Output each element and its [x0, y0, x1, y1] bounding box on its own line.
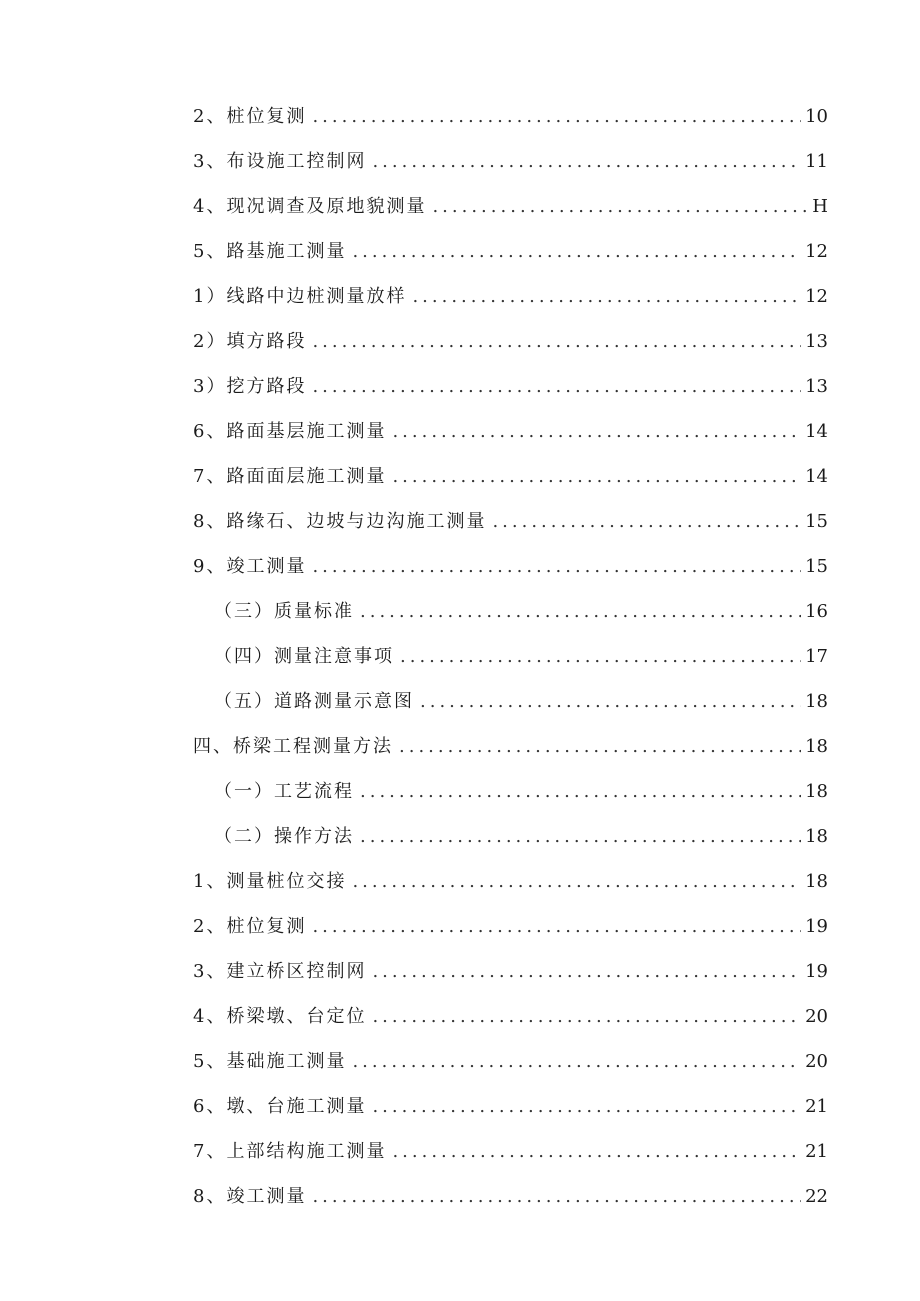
- toc-entry[interactable]: [193, 229, 828, 274]
- toc-entry[interactable]: [193, 184, 828, 229]
- toc-entry[interactable]: [193, 499, 828, 544]
- toc-entry-title: 2、桩位复测: [193, 916, 307, 937]
- toc-entry-title: 2、桩位复测: [193, 106, 307, 127]
- toc-entry-title: （四）测量注意事项: [214, 646, 394, 667]
- toc-entry-title: 8、路缘石、边坡与边沟施工测量: [193, 511, 487, 532]
- toc-entry[interactable]: [193, 994, 828, 1039]
- toc-dot-leader: [399, 724, 801, 769]
- toc-entry[interactable]: [193, 454, 828, 499]
- toc-entry[interactable]: [193, 634, 828, 679]
- toc-dot-leader: [420, 679, 801, 724]
- toc-entry-page: 18: [805, 826, 828, 847]
- toc-entry[interactable]: [193, 859, 828, 904]
- toc-entry[interactable]: [193, 364, 828, 409]
- toc-entry-page: 15: [805, 556, 828, 577]
- toc-dot-leader: [312, 904, 801, 949]
- toc-entry[interactable]: [193, 139, 828, 184]
- toc-entry-page: 13: [805, 331, 828, 352]
- toc-entry-title: 8、竣工测量: [193, 1186, 307, 1207]
- toc-entry-page: 13: [805, 376, 828, 397]
- toc-entry-title: 3、建立桥区控制网: [193, 961, 367, 982]
- toc-entry-title: 6、路面基层施工测量: [193, 421, 387, 442]
- toc-entry-title: 4、桥梁墩、台定位: [193, 1006, 367, 1027]
- toc-entry-title: （二）操作方法: [214, 826, 354, 847]
- toc-entry-page: H: [812, 196, 828, 217]
- toc-dot-leader: [312, 364, 801, 409]
- toc-dot-leader: [372, 139, 801, 184]
- toc-entry-title: 1、测量桩位交接: [193, 871, 347, 892]
- toc-entry[interactable]: [193, 1174, 828, 1219]
- toc-entry-title: 6、墩、台施工测量: [193, 1096, 367, 1117]
- toc-dot-leader: [352, 1039, 801, 1084]
- toc-entry-page: 17: [805, 646, 828, 667]
- toc-entry-page: 11: [805, 151, 828, 172]
- toc-entry-title: 7、路面面层施工测量: [193, 466, 387, 487]
- toc-entry-page: 21: [805, 1096, 828, 1117]
- toc-dot-leader: [360, 589, 801, 634]
- toc-entry-title: （三）质量标准: [214, 601, 354, 622]
- toc-dot-leader: [492, 499, 801, 544]
- toc-entry-title: 5、基础施工测量: [193, 1051, 347, 1072]
- toc-entry-page: 18: [805, 781, 828, 802]
- toc-entry[interactable]: [193, 769, 828, 814]
- toc-entry[interactable]: [193, 274, 828, 319]
- toc-entry-page: 22: [805, 1186, 828, 1207]
- toc-dot-leader: [392, 1129, 801, 1174]
- toc-entry-title: （一）工艺流程: [214, 781, 354, 802]
- toc-dot-leader: [312, 319, 801, 364]
- toc-entry-page: 18: [805, 691, 828, 712]
- toc-dot-leader: [392, 409, 801, 454]
- toc-dot-leader: [372, 994, 801, 1039]
- toc-entry-page: 12: [805, 241, 828, 262]
- toc-entry[interactable]: [193, 949, 828, 994]
- toc-entry[interactable]: [193, 1039, 828, 1084]
- toc-entry[interactable]: [193, 679, 828, 724]
- toc-entry-title: （五）道路测量示意图: [214, 691, 414, 712]
- toc-entry[interactable]: [193, 1084, 828, 1129]
- toc-entry-page: 16: [805, 601, 828, 622]
- toc-entry-title: 4、现况调查及原地貌测量: [193, 196, 427, 217]
- toc-entry-title: 3）挖方路段: [193, 376, 307, 397]
- toc-dot-leader: [392, 454, 801, 499]
- toc-dot-leader: [372, 949, 801, 994]
- toc-entry-page: 19: [805, 961, 828, 982]
- toc-entry-page: 18: [805, 871, 828, 892]
- toc-entry[interactable]: [193, 544, 828, 589]
- toc-entry-title: 2）填方路段: [193, 331, 307, 352]
- toc-dot-leader: [360, 814, 801, 859]
- toc-dot-leader: [400, 634, 801, 679]
- toc-entry-page: 14: [805, 421, 828, 442]
- toc-entry-title: 四、桥梁工程测量方法: [193, 736, 393, 757]
- toc-dot-leader: [352, 229, 801, 274]
- toc-entry-title: 9、竣工测量: [193, 556, 307, 577]
- toc-entry-title: 7、上部结构施工测量: [193, 1141, 387, 1162]
- toc-entry-page: 10: [805, 106, 828, 127]
- toc-entry[interactable]: [193, 904, 828, 949]
- toc-entry[interactable]: [193, 409, 828, 454]
- toc-entry[interactable]: [193, 1129, 828, 1174]
- toc-entry-page: 15: [805, 511, 828, 532]
- table-of-contents: [193, 94, 828, 1219]
- toc-dot-leader: [352, 859, 801, 904]
- toc-dot-leader: [312, 544, 801, 589]
- toc-entry-page: 20: [805, 1051, 828, 1072]
- toc-entry-page: 12: [805, 286, 828, 307]
- toc-entry[interactable]: [193, 814, 828, 859]
- toc-entry-page: 14: [805, 466, 828, 487]
- toc-dot-leader: [312, 1174, 801, 1219]
- toc-entry-page: 19: [805, 916, 828, 937]
- toc-entry-page: 18: [805, 736, 828, 757]
- toc-dot-leader: [312, 94, 801, 139]
- toc-entry[interactable]: [193, 724, 828, 769]
- toc-entry[interactable]: [193, 94, 828, 139]
- toc-entry[interactable]: [193, 589, 828, 634]
- toc-entry-title: 3、布设施工控制网: [193, 151, 367, 172]
- toc-dot-leader: [412, 274, 801, 319]
- toc-entry-title: 5、路基施工测量: [193, 241, 347, 262]
- toc-dot-leader: [372, 1084, 801, 1129]
- toc-dot-leader: [432, 184, 808, 229]
- toc-entry[interactable]: [193, 319, 828, 364]
- toc-entry-title: 1）线路中边桩测量放样: [193, 286, 407, 307]
- toc-entry-page: 20: [805, 1006, 828, 1027]
- toc-dot-leader: [360, 769, 801, 814]
- toc-entry-page: 21: [805, 1141, 828, 1162]
